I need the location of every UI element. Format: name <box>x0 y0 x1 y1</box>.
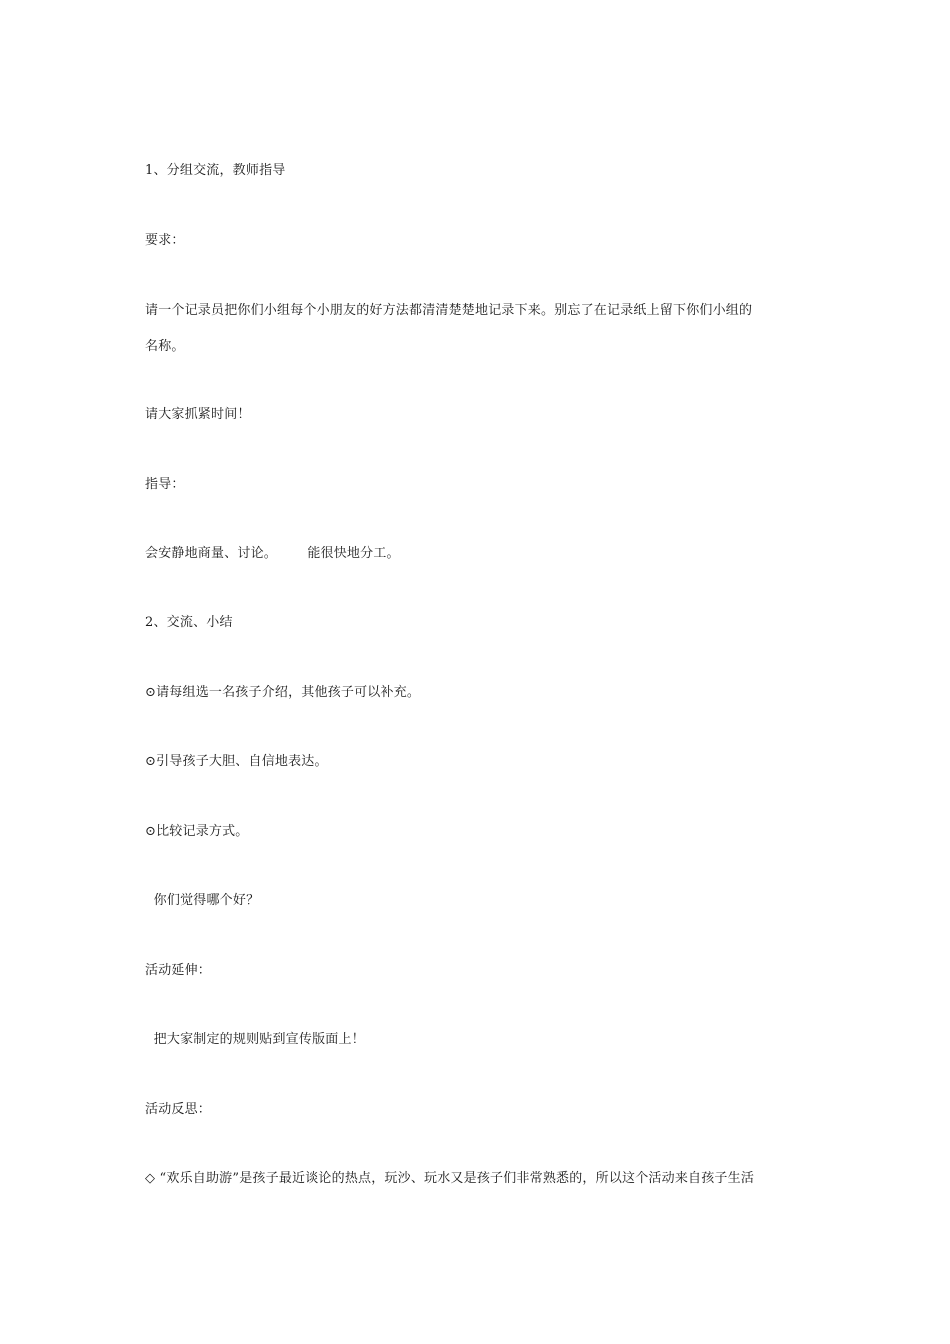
requirement-text-line-1: 请一个记录员把你们小组每个小朋友的好方法都清清楚楚地记录下来。别忘了在记录纸上留下你们小组的 <box>145 303 753 318</box>
section-heading-group-discussion: 1、分组交流，教师指导 <box>145 163 286 178</box>
question-text: 你们觉得哪个好？ <box>145 893 260 908</box>
section-heading-summary: 2、交流、小结 <box>145 615 233 630</box>
bullet-item-compare: ⊙比较记录方式。 <box>145 824 249 839</box>
bullet-item-introduce: ⊙请每组选一名孩子介绍，其他孩子可以补充。 <box>145 685 421 700</box>
requirements-label: 要求： <box>145 233 185 248</box>
activity-reflection-text: ◇ “欢乐自助游”是孩子最近谈论的热点，玩沙、玩水又是孩子们非常熟悉的，所以这个活动来自孩子生活 <box>145 1171 755 1186</box>
guidance-label: 指导： <box>145 477 185 492</box>
guidance-text: 会安静地商量、讨论。 能很快地分工。 <box>145 546 400 561</box>
bullet-item-express: ⊙引导孩子大胆、自信地表达。 <box>145 754 328 769</box>
requirement-text-line-2: 名称。 <box>145 339 185 354</box>
time-reminder-text: 请大家抓紧时间！ <box>145 407 251 422</box>
activity-extension-text: 把大家制定的规则贴到宣传版面上！ <box>145 1032 365 1047</box>
activity-extension-label: 活动延伸： <box>145 963 212 978</box>
activity-reflection-label: 活动反思： <box>145 1102 212 1117</box>
